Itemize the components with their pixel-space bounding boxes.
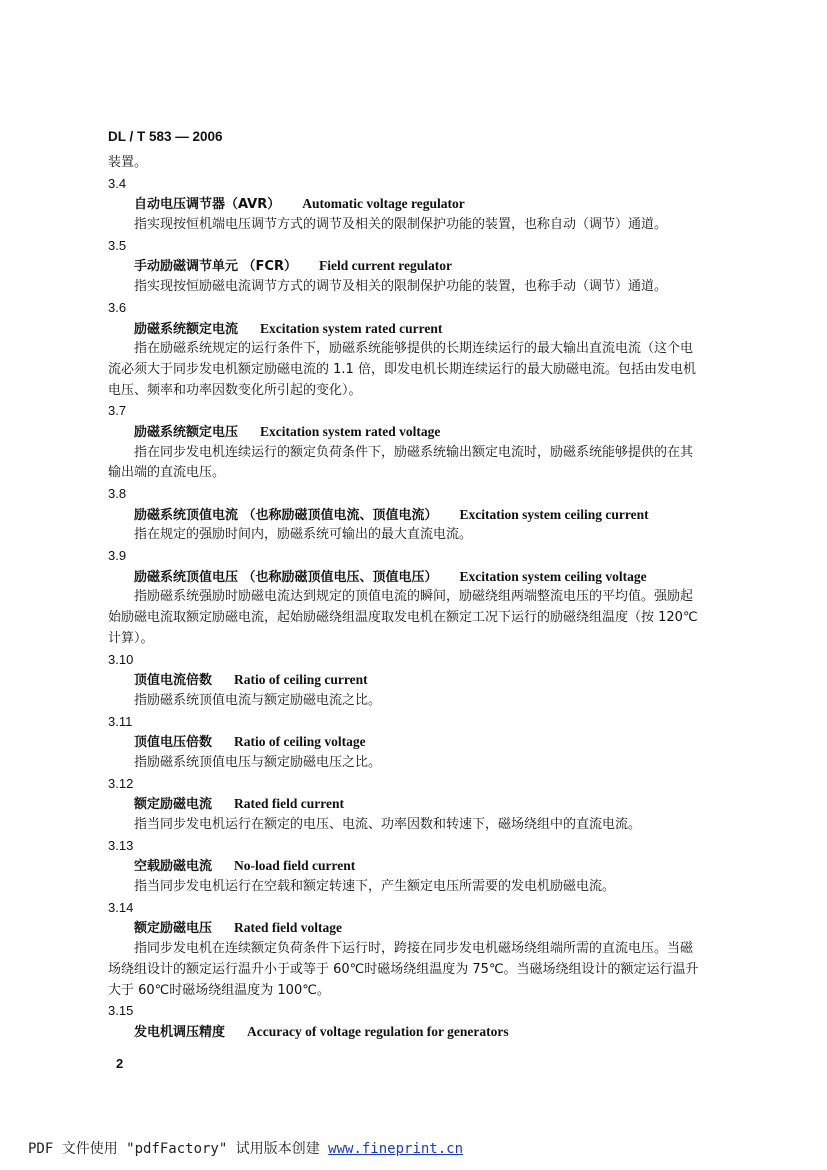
term-chinese: 额定励磁电流 (134, 797, 213, 813)
definition-text: 指在励磁系统规定的运行条件下，励磁系统能够提供的长期连续运行的最大输出直流电流（这个电 (134, 341, 694, 357)
definition-text: 指在同步发电机连续运行的额定负荷条件下，励磁系统输出额定电流时，励磁系统能够提供的在其 (134, 444, 694, 460)
term-heading (108, 670, 734, 691)
definition-text: 指实现按恒励磁电流调节方式的调节及相关的限制保护功能的装置，也称手动（调节）通道。 (134, 279, 668, 295)
term-chinese: 额定励磁电压 (134, 921, 213, 937)
term-chinese: 发电机调压精度 (134, 1024, 226, 1040)
term-english: Rated field voltage (234, 920, 342, 936)
definition-continuation: 计算）。 (108, 630, 154, 646)
clause-number: 3.11 (108, 713, 133, 729)
pdf-footer (28, 1138, 463, 1158)
intro-text: 装置。 (108, 155, 148, 170)
clause-number: 3.6 (108, 299, 127, 315)
footer-text: PDF 文件使用 "pdfFactory" 试用版本创建 (28, 1141, 329, 1157)
definition-continuation: 大于 60℃时磁场绕组温度为 100℃。 (108, 982, 330, 998)
term-chinese: 自动电压调节器（AVR） (134, 197, 281, 213)
term-chinese: 顶值电流倍数 (134, 673, 213, 689)
term-english: Ratio of ceiling voltage (234, 734, 366, 750)
clause-number: 3.9 (108, 548, 127, 564)
clause-number: 3.12 (108, 775, 134, 791)
clause-number: 3.7 (108, 403, 127, 419)
clause-number: 3.5 (108, 237, 127, 253)
term-heading (108, 505, 734, 526)
term-heading (108, 256, 734, 277)
definition-continuation: 场绕组设计的额定运行温升小于或等于 60℃时磁场绕组温度为 75℃。当磁场绕组设计的额定运行温升 (108, 961, 699, 977)
definition-continuation: 电压、频率和功率因数变化所引起的变化）。 (108, 382, 362, 398)
term-heading (108, 732, 734, 753)
clause-number: 3.13 (108, 837, 134, 853)
term-english: Excitation system ceiling voltage (459, 568, 647, 584)
clause-number: 3.15 (108, 1003, 134, 1019)
page-number: 2 (116, 1056, 124, 1071)
term-chinese: 手动励磁调节单元 （FCR） (134, 259, 297, 275)
definition-text: 指励磁系统顶值电流与额定励磁电流之比。 (134, 692, 382, 708)
term-english: Accuracy of voltage regulation for generators (247, 1023, 509, 1039)
term-chinese: 顶值电压倍数 (134, 735, 213, 751)
clause-number: 3.4 (108, 175, 127, 191)
clause-number: 3.10 (108, 651, 134, 667)
term-english: Excitation system ceiling current (459, 506, 649, 522)
term-heading (108, 567, 734, 588)
definition-continuation: 流必须大于同步发电机额定励磁电流的 1.1 倍，即发电机长期连续运行的最大励磁电流。包括由发电机 (108, 361, 696, 377)
term-english: Automatic voltage regulator (302, 196, 465, 212)
definition-text: 指实现按恒机端电压调节方式的调节及相关的限制保护功能的装置，也称自动（调节）通道。 (134, 217, 668, 233)
term-heading (108, 918, 734, 939)
term-heading (108, 1022, 734, 1043)
term-english: Rated field current (234, 796, 344, 812)
term-heading (108, 856, 734, 877)
definition-text: 指励磁系统强励时励磁电流达到规定的顶值电流的瞬间，励磁绕组两端整流电压的平均值。强励起 (134, 589, 694, 605)
definition-text: 指同步发电机在连续额定负荷条件下运行时，跨接在同步发电机磁场绕组端所需的直流电压。当磁 (134, 941, 694, 957)
definition-text: 指当同步发电机运行在空载和额定转速下，产生额定电压所需要的发电机励磁电流。 (134, 879, 616, 895)
clause-number: 3.14 (108, 899, 134, 915)
footer-link[interactable]: www.fineprint.cn (328, 1141, 464, 1157)
term-heading (108, 794, 734, 815)
term-chinese: 励磁系统额定电压 (134, 424, 239, 440)
term-english: Excitation system rated voltage (260, 423, 441, 439)
term-english: No-load field current (234, 858, 356, 874)
term-chinese: 励磁系统顶值电流 （也称励磁顶值电流、顶值电流） (134, 507, 438, 523)
definition-continuation: 始励磁电流取额定励磁电流，起始励磁绕组温度取发电机在额定工况下运行的励磁绕组温度（按 120℃ (108, 610, 698, 626)
term-english: Ratio of ceiling current (234, 672, 368, 688)
term-heading (108, 194, 734, 215)
term-heading (108, 422, 734, 443)
term-chinese: 励磁系统额定电流 (134, 321, 239, 337)
definition-continuation: 输出端的直流电压。 (108, 465, 226, 481)
term-chinese: 空载励磁电流 (134, 859, 213, 875)
standard-code: DL / T 583 — 2006 (108, 129, 223, 144)
term-chinese: 励磁系统顶值电压 （也称励磁顶值电压、顶值电压） (134, 569, 438, 585)
clause-number: 3.8 (108, 486, 127, 501)
definition-text: 指当同步发电机运行在额定的电压、电流、功率因数和转速下，磁场绕组中的直流电流。 (134, 817, 642, 832)
term-english: Excitation system rated current (260, 320, 443, 336)
term-heading (108, 319, 734, 340)
document-body (108, 153, 734, 1043)
definition-text: 指在规定的强励时间内，励磁系统可输出的最大直流电流。 (134, 527, 473, 543)
definition-text: 指励磁系统顶值电压与额定励磁电压之比。 (134, 754, 382, 770)
term-english: Field current regulator (318, 258, 452, 274)
